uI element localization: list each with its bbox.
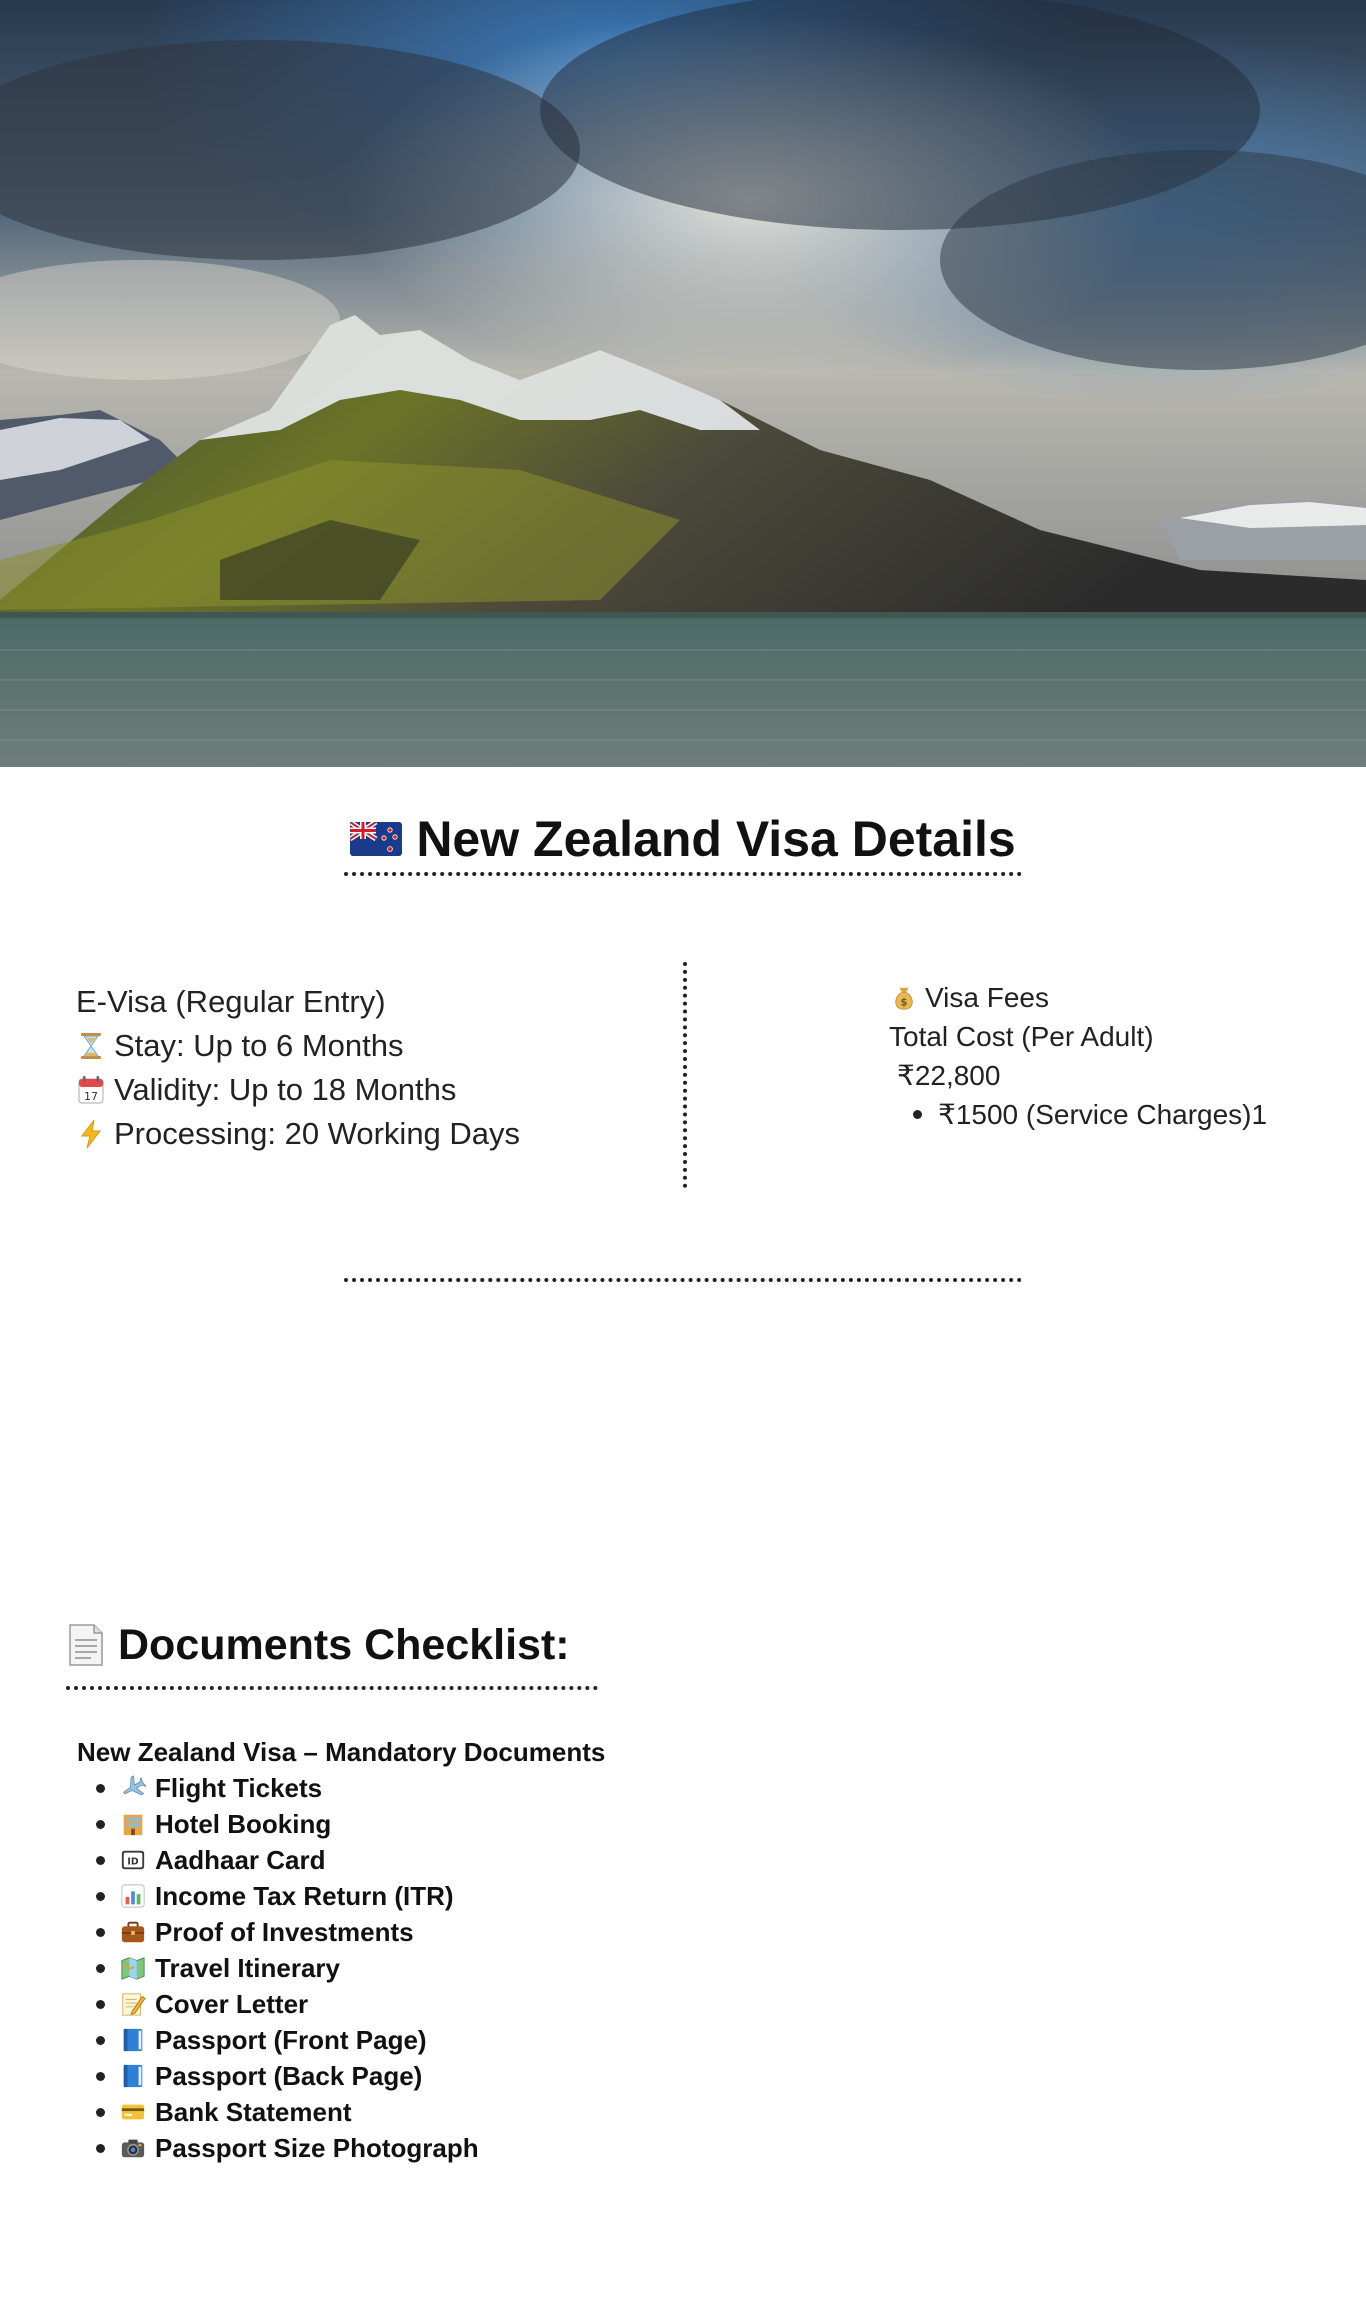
new-zealand-flag-icon <box>350 822 402 856</box>
vertical-divider <box>683 962 687 1188</box>
lightning-icon <box>76 1119 106 1149</box>
svg-text:ID: ID <box>127 1856 139 1868</box>
title-text: New Zealand Visa Details <box>416 811 1016 867</box>
bullet <box>96 2144 105 2153</box>
document-label: Cover Letter <box>155 1988 309 2019</box>
document-label: Passport (Front Page) <box>155 2024 427 2055</box>
documents-subheading: New Zealand Visa – Mandatory Documents <box>77 1737 606 1767</box>
bullet <box>96 2072 105 2081</box>
processing-row <box>76 1112 656 1156</box>
bullet <box>96 1820 105 1829</box>
hotel-icon <box>119 1810 147 1838</box>
documents-heading <box>66 1604 598 1690</box>
hero-image <box>0 0 1366 767</box>
total-cost-amount: ₹22,800 <box>897 1060 1001 1091</box>
bullet <box>96 2000 105 2009</box>
bullet <box>96 1856 105 1865</box>
fees-heading <box>889 978 1329 1017</box>
list-item <box>96 1806 479 1842</box>
document-label: Proof of Investments <box>155 1916 414 1947</box>
horizontal-divider <box>344 1278 1022 1282</box>
document-label: Hotel Booking <box>155 1808 332 1839</box>
stay-row <box>76 1024 656 1068</box>
document-label: Passport Size Photograph <box>155 2132 479 2163</box>
total-cost-label: Total Cost (Per Adult) <box>889 1021 1154 1052</box>
validity-row <box>76 1068 656 1112</box>
fee-items <box>889 1095 1329 1134</box>
document-label: Passport (Back Page) <box>155 2060 423 2091</box>
visa-info <box>76 980 656 1156</box>
stay-text: Stay: Up to 6 Months <box>114 1028 404 1063</box>
document-label: Aadhaar Card <box>155 1844 326 1875</box>
page-icon <box>66 1623 106 1667</box>
visa-type: E-Visa (Regular Entry) <box>76 984 386 1019</box>
credit-card-icon <box>119 2098 147 2126</box>
briefcase-icon <box>119 1918 147 1946</box>
airplane-icon <box>119 1774 147 1802</box>
bullet <box>96 2036 105 2045</box>
blue-book-icon <box>119 2026 147 2054</box>
processing-text: Processing: 20 Working Days <box>114 1116 521 1151</box>
bullet <box>96 1964 105 1973</box>
id-icon <box>119 1846 147 1874</box>
fees-heading-text: Visa Fees <box>925 982 1049 1013</box>
camera-icon <box>119 2134 147 2162</box>
list-item <box>96 1914 479 1950</box>
document-label: Travel Itinerary <box>155 1952 340 1983</box>
list-item <box>96 2022 479 2058</box>
list-item <box>96 2130 479 2166</box>
visa-fees <box>889 978 1329 1134</box>
hourglass-icon <box>76 1031 106 1061</box>
list-item <box>96 1986 479 2022</box>
documents-heading-text: Documents Checklist: <box>118 1620 570 1669</box>
list-item <box>96 1878 479 1914</box>
svg-text:$: $ <box>900 995 908 1008</box>
money-bag-icon <box>889 983 919 1013</box>
blue-book-icon <box>119 2062 147 2090</box>
list-item <box>96 1770 479 1806</box>
bullet <box>913 1110 922 1119</box>
bullet <box>96 2108 105 2117</box>
mountain-lake-landscape <box>0 0 1366 767</box>
fee-item-text: ₹1500 (Service Charges)1 <box>938 1099 1268 1130</box>
list-item <box>96 2058 479 2094</box>
bullet <box>96 1892 105 1901</box>
memo-icon <box>119 1990 147 2018</box>
fee-item <box>913 1095 1329 1134</box>
validity-text: Validity: Up to 18 Months <box>114 1072 457 1107</box>
page-title <box>344 806 1022 876</box>
documents-list <box>96 1770 479 2166</box>
document-label: Bank Statement <box>155 2096 352 2127</box>
svg-text:17: 17 <box>84 1090 98 1103</box>
list-item <box>96 2094 479 2130</box>
map-icon <box>119 1954 147 1982</box>
document-label: Flight Tickets <box>155 1772 323 1803</box>
list-item <box>96 1842 479 1878</box>
calendar-icon <box>76 1075 106 1105</box>
list-item <box>96 1950 479 1986</box>
bullet <box>96 1784 105 1793</box>
bullet <box>96 1928 105 1937</box>
bar-chart-icon <box>119 1882 147 1910</box>
document-label: Income Tax Return (ITR) <box>155 1880 454 1911</box>
